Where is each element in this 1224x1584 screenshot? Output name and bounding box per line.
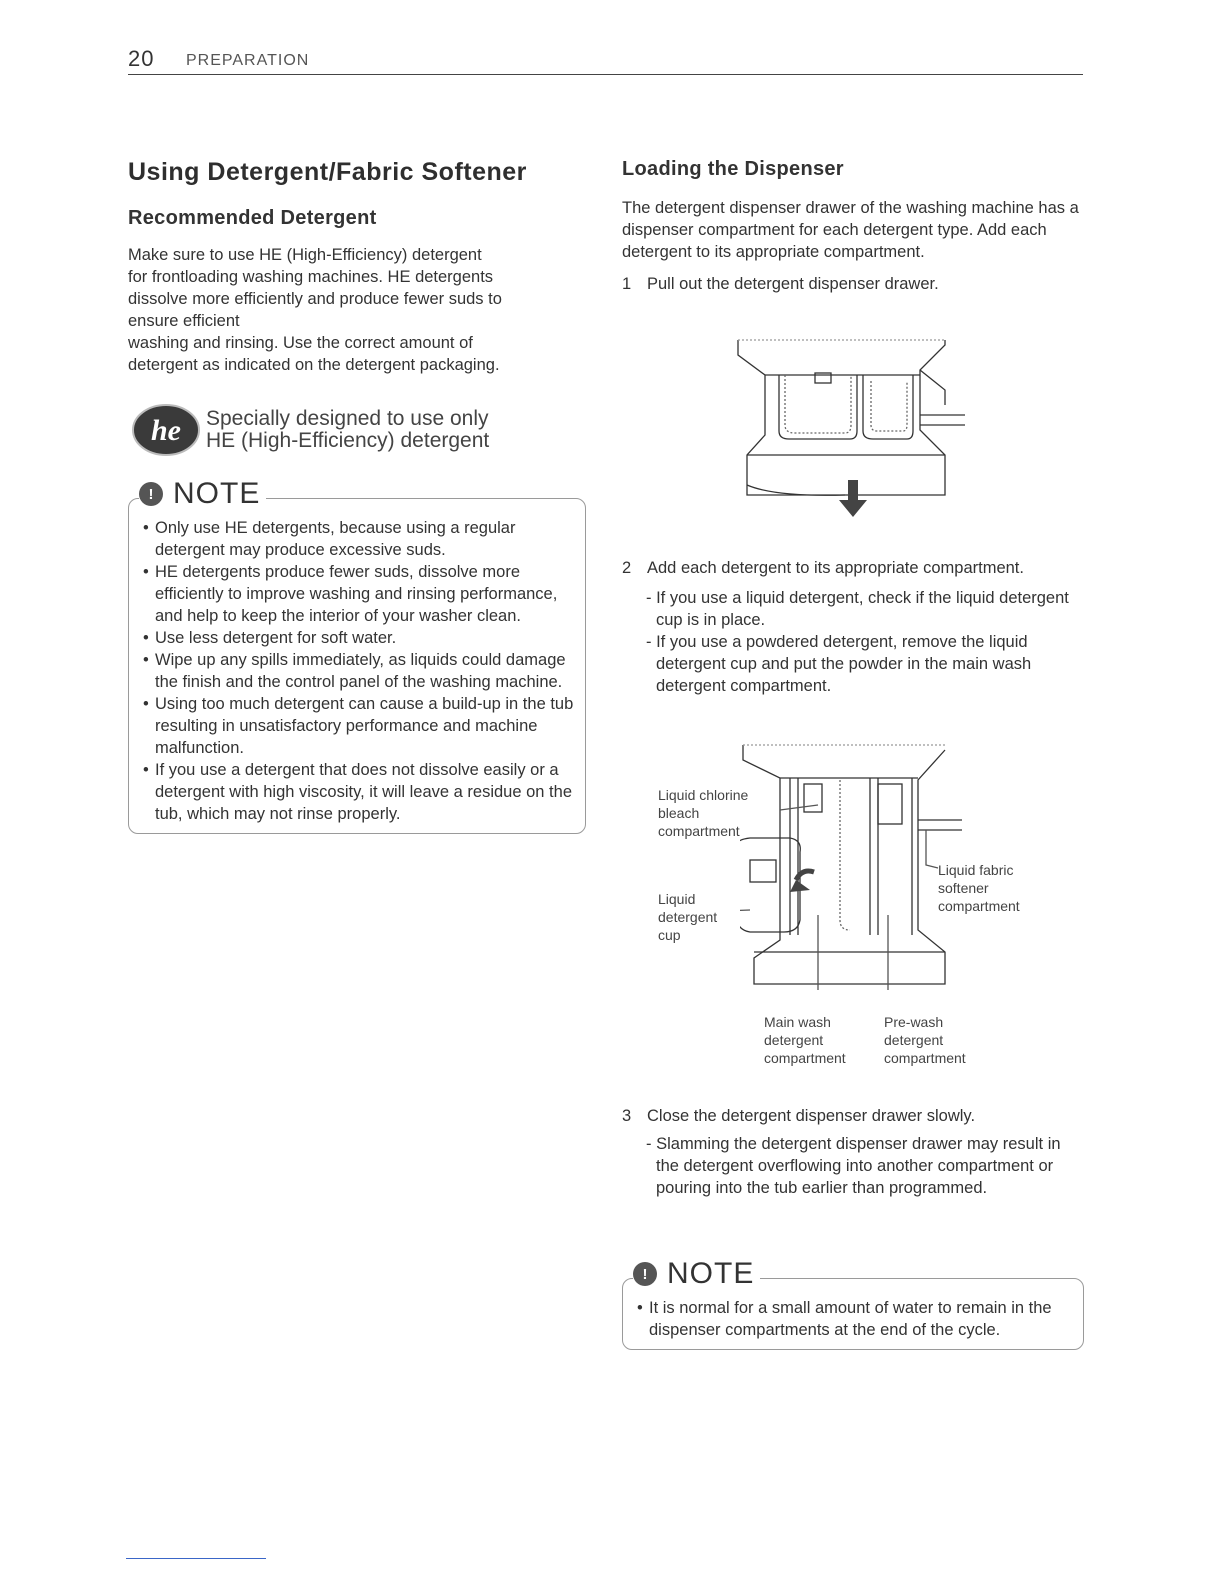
label-line: Liquid [658, 891, 696, 907]
label-line: compartment [764, 1050, 846, 1066]
label-line: cup [658, 927, 681, 943]
step-number: 1 [622, 275, 632, 293]
label-line: compartment [938, 898, 1020, 914]
label-liquid-chlorine-bleach [658, 786, 748, 840]
intro-line: dissolve more efficiently and produce fewer suds to [128, 290, 502, 308]
right-column [622, 158, 1084, 295]
note-item: • It is normal for a small amount of water to remain in the dispenser compartments at the end of the cycle. [637, 1297, 1073, 1341]
label-line: compartment [658, 823, 740, 839]
step-2-row [622, 557, 1084, 579]
step-text: Pull out the detergent dispenser drawer. [647, 275, 939, 293]
header-divider [128, 74, 1083, 75]
info-icon: ! [139, 482, 163, 506]
intro-line: ensure efficient [128, 312, 240, 330]
section-header: PREPARATION [186, 52, 310, 69]
label-liquid-fabric-softener [938, 861, 1020, 915]
intro-line: Make sure to use HE (High-Efficiency) detergent [128, 246, 482, 264]
note-item: • Only use HE detergents, because using a regular detergent may produce excessive suds. [143, 517, 575, 561]
intro-line: detergent as indicated on the detergent packaging. [128, 356, 500, 374]
step-number: 2 [622, 559, 632, 577]
he-logo-text: he [151, 414, 181, 447]
step-3-row [622, 1105, 1084, 1127]
note-item: • Use less detergent for soft water. [143, 627, 575, 649]
insert-arrow-shaft [796, 871, 814, 880]
intro-paragraph [128, 244, 580, 376]
note-list [143, 517, 575, 825]
note-item: • If you use a detergent that does not dissolve easily or a detergent with high viscosity, it will leave a residue on the tub, which may not rinse properly. [143, 759, 575, 825]
he-logo-icon [128, 402, 202, 458]
intro-line: washing and rinsing. Use the correct amount of [128, 334, 473, 352]
he-badge-text [206, 408, 489, 452]
label-liquid-detergent-cup [658, 890, 717, 944]
drawer-pull-out-figure [735, 335, 975, 525]
he-line: HE (High-Efficiency) detergent [206, 429, 490, 452]
step-sub-item: - If you use a powdered detergent, remove the liquid detergent cup and put the powder in the main wash detergent compartment. [622, 631, 1084, 697]
step-text: Add each detergent to its appropriate compartment. [647, 559, 1024, 577]
label-line: detergent [764, 1032, 824, 1048]
intro-line: for frontloading washing machines. HE detergents [128, 268, 494, 286]
step-2 [622, 557, 1084, 697]
step-sub-item: - If you use a liquid detergent, check if the liquid detergent cup is in place. [622, 587, 1084, 631]
label-line: bleach [658, 805, 700, 821]
dispenser-compartments-figure [740, 740, 970, 990]
note-label: NOTE [667, 1257, 755, 1290]
label-line: Main wash [764, 1014, 831, 1030]
step-3 [622, 1105, 1084, 1199]
label-line: detergent [658, 909, 718, 925]
label-main-wash [764, 1013, 846, 1067]
label-line: softener [938, 880, 989, 896]
note-item: • Using too much detergent can cause a build-up in the tub resulting in unsatisfactory performance and machine malfunction. [143, 693, 575, 759]
he-line: Specially designed to use only [206, 407, 489, 430]
label-line: Liquid chlorine [658, 787, 749, 803]
note-box-right [622, 1257, 1084, 1350]
step-1 [622, 273, 1084, 295]
label-pre-wash [884, 1013, 966, 1067]
label-line: compartment [884, 1050, 966, 1066]
note-box-left [128, 477, 586, 834]
pull-arrow-icon [839, 480, 867, 517]
step-text: Close the detergent dispenser drawer slowly. [647, 1107, 976, 1125]
page-title: Using Detergent/Fabric Softener [128, 158, 527, 186]
step-sub-item: - Slamming the detergent dispenser drawer may result in the detergent overflowing into another compartment or pouring into the tub earlier than programmed. [622, 1133, 1084, 1199]
footer-rule [126, 1558, 266, 1559]
page-number: 20 [128, 46, 155, 71]
note-list [637, 1297, 1073, 1341]
note-label: NOTE [173, 477, 261, 510]
info-icon: ! [633, 1262, 657, 1286]
loading-dispenser-heading: Loading the Dispenser [622, 158, 844, 180]
dispenser-intro: The detergent dispenser drawer of the washing machine has a dispenser compartment for each detergent type. Add each detergent to its appropriate compartment. [622, 199, 1079, 261]
he-badge-row [128, 400, 580, 460]
step-number: 3 [622, 1107, 632, 1125]
label-line: detergent [884, 1032, 944, 1048]
label-line: Pre-wash [884, 1014, 944, 1030]
note-heading [633, 1257, 760, 1291]
recommended-detergent-heading: Recommended Detergent [128, 207, 377, 229]
note-item: • HE detergents produce fewer suds, dissolve more efficiently to improve washing and rinsing performance, and help to keep the interior of your washer clean. [143, 561, 575, 627]
left-column [128, 158, 580, 834]
note-heading [139, 477, 266, 511]
note-item: • Wipe up any spills immediately, as liquids could damage the finish and the control panel of the washing machine. [143, 649, 575, 693]
label-line: Liquid fabric [938, 862, 1014, 878]
